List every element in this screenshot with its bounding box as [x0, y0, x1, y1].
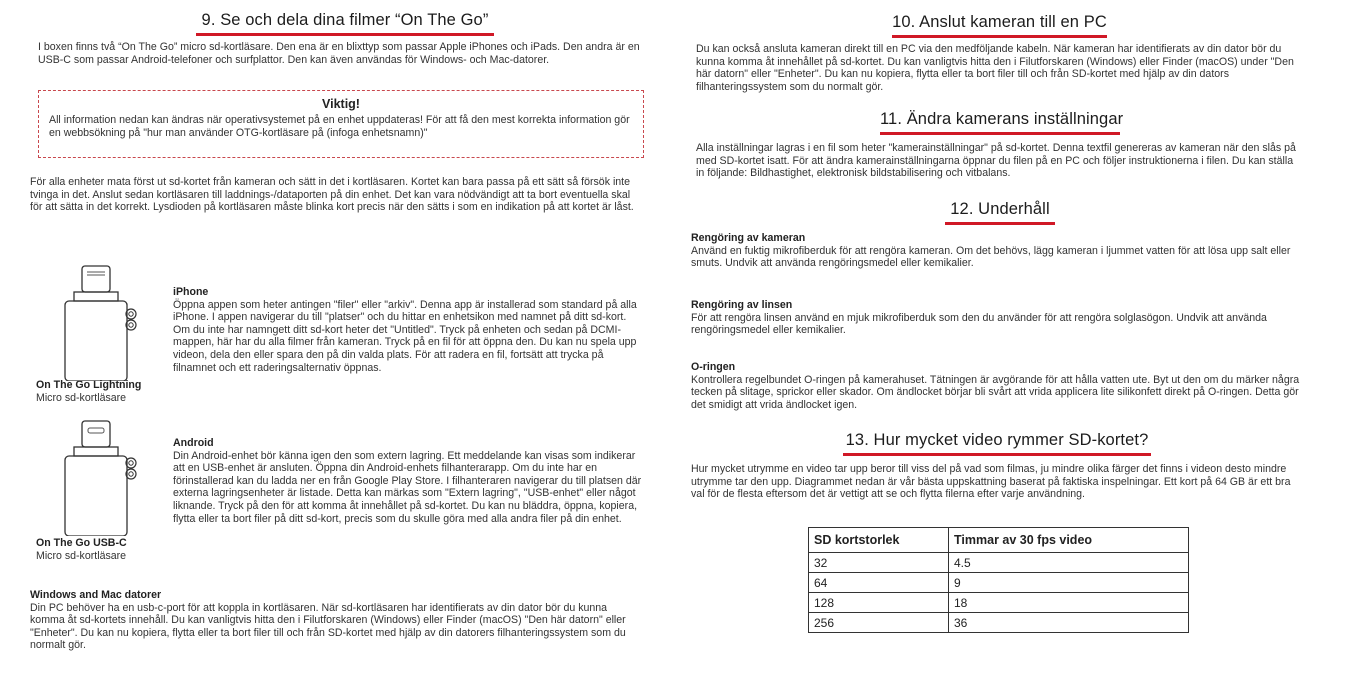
lens-cleaning-section — [691, 299, 1302, 337]
section-10-heading-text: 10. Anslut kameran till en PC — [892, 13, 1107, 31]
section-10-text: Du kan också ansluta kameran direkt till en PC via den medföljande kabeln. När kameran har identifierats av din dator bör du kunna komma åt innehållet på sd-kortet. Du kan vanligtvis hitta den i Filutforskaren (Windows) eller Finder (macOS) under "Den här datorn" eller "Enheter". Du kan nu kopiera, flytta eller ta bort filer till och från SD-kortet med hjälp av din dators filhanteringssystem som du normalt gör. — [696, 43, 1294, 93]
section-13-text: Hur mycket utrymme en video tar upp beror till viss del på vad som filmas, ju mindre olika färger det finns i videon desto mindre utrymme tar den upp. Diagrammet nedan är vår bästa uppskattning baserat på faktiska inspelningar. Ett kort på 64 GB är ett bra val för de flesta eftersom det är vettigt att se och flytta filerna efter varje användning. — [691, 463, 1291, 501]
table-cell: 36 — [949, 613, 1189, 633]
section-9-body — [30, 176, 644, 214]
lightning-caption-title: On The Go Lightning — [36, 379, 142, 391]
section-13-heading-text: 13. Hur mycket video rymmer SD-kortet? — [845, 431, 1149, 449]
table-header-row — [809, 528, 1189, 553]
table-row — [809, 573, 1189, 593]
o-ring-title: O-ringen — [691, 361, 736, 373]
section-11-body — [696, 142, 1302, 180]
lens-cleaning-text: För att rengöra linsen använd en mjuk mikrofiberduk som den du använder för att rengöra solglasögon. Undvik att använda rengöringsmedel eller kemikalier. — [691, 311, 1267, 337]
section-12-heading — [945, 200, 1055, 225]
android-text: Din Android-enhet bör känna igen den som extern lagring. Ett meddelande kan visas som indikerar att en USB-enhet är ansluten. Öppna din Android-enhets filhanterarapp. Om du inte har en förinstallerad kan du ladda ner en från Google Play Store. I filhanteraren navigerar du till platsen där externa lagringsenheter är listade. Detta kan märkas som "Extern lagring", "USB-enhet" eller något liknande. Tryck på den för att komma åt innehållet på sd-kortet. Du kan nu bläddra, öppna, kopiera, flytta eller ta bort filer på ditt sd-kort, precis som du skulle göra med alla andra filer på din enhet. — [173, 449, 642, 525]
lightning-caption — [36, 379, 166, 405]
section-13-body — [691, 463, 1302, 501]
android-title: Android — [173, 437, 214, 449]
o-ring-section — [691, 361, 1302, 411]
table-cell: 32 — [809, 553, 949, 573]
section-9-body-text: För alla enheter mata först ut sd-kortet från kameran och sätt in det i kortläsaren. Kortet kan bara passa på ett sätt så försök inte tvinga in det. Anslut sedan kortläsaren till laddnings-/dataporten på din enhet. Det kan vara nödvändigt att ta bort eventuella skal för att sätta in det korrekt. Lysdioden på kortläsaren måste blinka kort precis när den sätts i som en indikation på att kortet är låst. — [30, 176, 634, 214]
section-10-heading — [892, 13, 1107, 38]
usb-c-caption-subtitle: Micro sd-kortläsare — [36, 550, 127, 562]
section-10-body — [696, 43, 1302, 93]
table-row — [809, 613, 1189, 633]
important-notice-title: Viktig! — [322, 97, 360, 111]
table-cell: 256 — [809, 613, 949, 633]
important-notice-box — [38, 90, 644, 158]
section-9-intro — [38, 41, 644, 66]
section-13-heading — [843, 431, 1151, 456]
table-row — [809, 553, 1189, 573]
windows-title: Windows and Mac datorer — [30, 589, 162, 601]
windows-section — [30, 589, 644, 652]
heading-underline — [892, 35, 1107, 38]
lens-cleaning-title: Rengöring av linsen — [691, 299, 793, 311]
table-cell: 4.5 — [949, 553, 1189, 573]
section-12-heading-text: 12. Underhåll — [950, 200, 1050, 218]
table-header-cell: Timmar av 30 fps video — [949, 528, 1189, 553]
sd-capacity-table — [808, 527, 1189, 633]
usb-c-reader-icon — [60, 418, 146, 536]
heading-underline — [945, 222, 1055, 225]
table-cell: 18 — [949, 593, 1189, 613]
lightning-reader-icon — [60, 263, 146, 381]
table-header-cell: SD kortstorlek — [809, 528, 949, 553]
section-11-text: Alla inställningar lagras i en fil som heter "kamerainställningar" på sd-kortet. Denna textfil genereras av kameran när den slås på med SD-kortet isatt. För att ändra kamerainställningarna öppnar du filen på en PC och följer instruktionerna i filen. Du kan ställa in följande: Bildhastighet, elektronisk bildstabilisering och vitbalans. — [696, 142, 1296, 180]
heading-underline — [880, 132, 1120, 135]
lightning-caption-subtitle: Micro sd-kortläsare — [36, 392, 127, 404]
o-ring-text: Kontrollera regelbundet O-ringen på kamerahuset. Tätningen är avgörande för att hålla vatten ute. Byt ut den om du märker några tecken på slitage, sprickor eller skador. Om ändlocket börjar bli svårt att vrida applicera lite silikonfett direkt på O-ringen. Detta gör det smidigt att vrida ändlocket igen. — [691, 373, 1300, 411]
camera-cleaning-section — [691, 232, 1302, 270]
iphone-title: iPhone — [173, 286, 209, 298]
camera-cleaning-title: Rengöring av kameran — [691, 232, 806, 244]
windows-text: Din PC behöver ha en usb-c-port för att koppla in kortläsaren. När sd-kortläsaren har identifierats av din dator bör du kunna komma åt sd-kortets innehåll. Du kan vanligtvis hitta den i Filutforskaren (Windows) eller Finder (macOS) "Den här datorn" eller "Enheter". Du kan nu kopiera, flytta eller ta bort filer till och från SD-kortet med hjälp av din datorers filhanteringssystem som du normalt gör. — [30, 601, 626, 652]
section-9-intro-text: I boxen finns två “On The Go” micro sd-kortläsare. Den ena är en blixttyp som passar Apple iPhones och iPads. Den andra är en USB-C som passar Android-telefoner och surfplattor. Den kan även användas för Windows- och Mac-datorer. — [38, 41, 640, 66]
iphone-section — [173, 286, 644, 374]
section-9-heading-text: 9. Se och dela dina filmer “On The Go” — [201, 11, 489, 29]
important-notice-text: All information nedan kan ändras när operativsystemet på en enhet uppdateras! För att få den mest korrekta information gör en webbsökning på "hur man använder OTG-kortläsare på (infoga enhetsnamn)" — [49, 114, 630, 139]
usb-c-caption — [36, 537, 166, 563]
usb-c-caption-title: On The Go USB-C — [36, 537, 127, 549]
table-cell: 9 — [949, 573, 1189, 593]
heading-underline — [843, 453, 1151, 456]
section-11-heading-text: 11. Ändra kamerans inställningar — [880, 110, 1124, 128]
table-cell: 128 — [809, 593, 949, 613]
section-11-heading — [880, 110, 1124, 135]
section-9-heading — [196, 11, 494, 36]
table-row — [809, 593, 1189, 613]
camera-cleaning-text: Använd en fuktig mikrofiberduk för att rengöra kameran. Om det behövs, lägg kameran i ljummet vatten för att lösa upp salt eller smuts. Undvik att använda rengöringsmedel eller kemikalier. — [691, 244, 1291, 270]
android-section — [173, 437, 644, 525]
table-cell: 64 — [809, 573, 949, 593]
iphone-text: Öppna appen som heter antingen "filer" eller "arkiv". Denna app är installerad som standard på alla iPhone. I appen navigerar du till "platser" och du hittar en enhetsikon med namnet på ditt sd-kort. Om du inte har namngett ditt sd-kort heter det "Untitled". Tryck på enheten och sedan på DCMI-mappen, här har du alla filmer från kameran. Tryck på en fil för att öppna den. Du kan nu spela upp videon, dela den eller spara den på din valda plats. För att radera en fil, fortsätt att trycka på filnamnet och ett raderingsalternativ öppnas. — [173, 298, 637, 374]
heading-underline — [196, 33, 494, 36]
